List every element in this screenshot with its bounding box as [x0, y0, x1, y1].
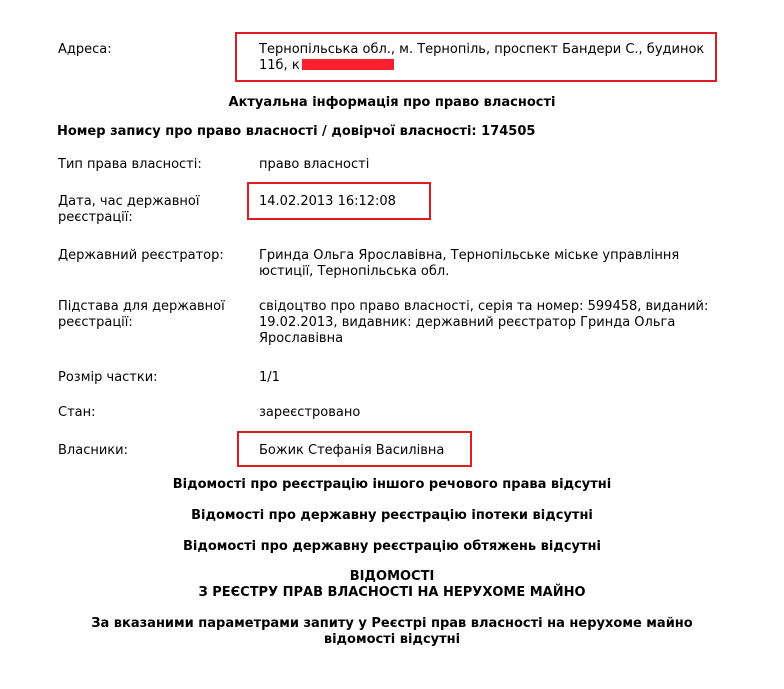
registration-date-highlight-frame	[247, 182, 431, 220]
basis-label: Підстава для державної реєстрації:	[58, 299, 225, 330]
current-info-heading: Актуальна інформація про право власності	[228, 95, 556, 110]
no-data-message-line2: відомості відсутні	[323, 632, 461, 647]
share-size-value: 1/1	[259, 370, 280, 385]
basis-value: свідоцтво про право власності, серія та номер: 599458, виданий: 19.02.2013, видавник: державний реєстратор Гринда Ольга Ярославівна	[259, 299, 709, 346]
status-value: зареєстровано	[259, 405, 361, 420]
address-highlight-frame	[235, 32, 717, 82]
encumbrance-notice: Відомості про державну реєстрацію обтяжень відсутні	[183, 539, 601, 554]
ownership-type-value: право власності	[259, 157, 370, 172]
registration-date-value: 14.02.2013 16:12:08	[259, 194, 396, 209]
record-number-value: 174505	[481, 124, 536, 139]
share-size-label: Розмір частки:	[58, 370, 158, 385]
owners-label: Власники:	[58, 443, 128, 458]
record-number-line	[57, 124, 535, 140]
registry-heading-line2: З РЕЄСТРУ ПРАВ ВЛАСНОСТІ НА НЕРУХОМЕ МАЙНО	[198, 585, 586, 600]
ownership-type-label: Тип права власності:	[58, 157, 202, 172]
registration-date-label: Дата, час державної реєстрації:	[58, 194, 200, 225]
owners-highlight-frame	[237, 431, 472, 467]
owners-value: Божик Стефанія Василівна	[259, 443, 445, 458]
no-data-message-line1: За вказаними параметрами запиту у Реєстрі прав власності на нерухоме майно	[91, 616, 693, 631]
status-label: Стан:	[58, 405, 96, 420]
mortgage-notice: Відомості про державну реєстрацію іпотеки відсутні	[191, 508, 593, 523]
registrar-label: Державний реєстратор:	[58, 248, 224, 263]
registrar-value: Гринда Ольга Ярославівна, Тернопільське міське управління юстиції, Тернопільська обл.	[259, 248, 680, 279]
registry-heading-line1: ВІДОМОСТІ	[349, 569, 435, 584]
other-rights-notice: Відомості про реєстрацію іншого речового права відсутні	[172, 477, 612, 492]
address-label: Адреса:	[58, 42, 112, 57]
record-number-label: Номер запису про право власності / довірчої власності:	[57, 124, 477, 139]
address-text: Тернопільська обл., м. Тернопіль, проспект Бандери С., будинок 11б, к	[259, 42, 705, 73]
